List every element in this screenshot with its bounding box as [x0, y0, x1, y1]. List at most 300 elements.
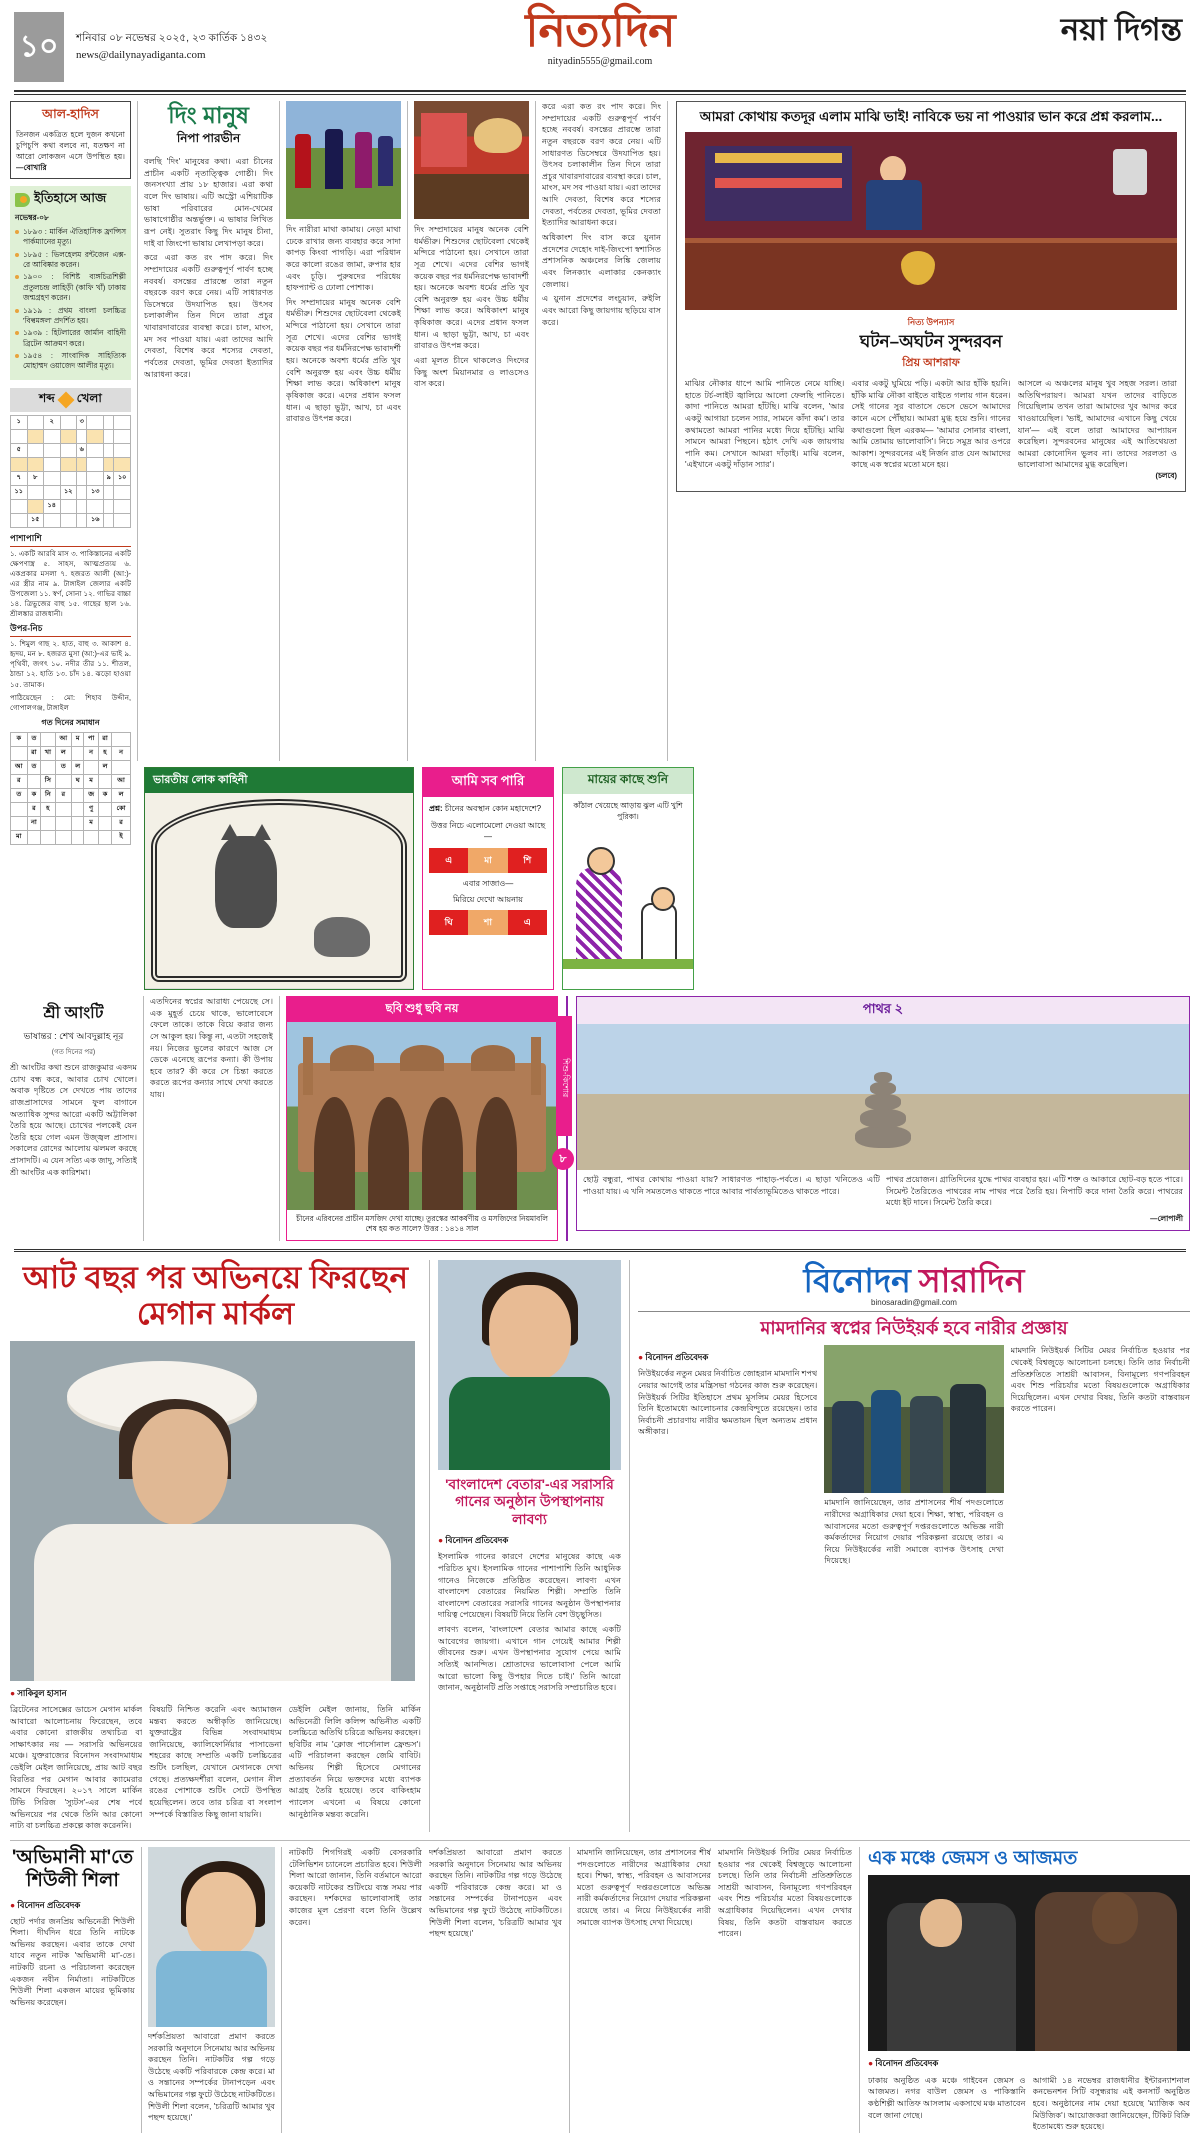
- ding-text-column-4: [536, 101, 668, 761]
- crossword-cell[interactable]: ১২: [60, 485, 77, 499]
- masthead: [10, 0, 1190, 88]
- entertainment-section: [630, 1260, 1190, 1832]
- crossword-cell[interactable]: [104, 457, 114, 471]
- crossword-cell[interactable]: ত: [27, 732, 41, 746]
- section-logo: [525, 5, 675, 67]
- crossword-cell[interactable]: [55, 816, 72, 830]
- crossword-cell[interactable]: [98, 774, 111, 788]
- section-divider: [14, 1249, 1186, 1252]
- paragraph: দর্শকপ্রিয়তা আবারো প্রমাণ করতে সরকারি অনুদানে সিনেমায় আর অভিনয় করছেন তিনি। নাটকটির গল্প গড়ে উঠেছে একটি পরিবারকে কেন্দ্র করে। মা ও সন্তানের সম্পর্কের টানাপড়েন এবং অভিমানের গল্প ফুটে উঠেছে নাটকটিতে। শিউলী শিলা বলেন, 'চরিত্রটি আমার খুব পছন্দ হয়েছে।': [429, 1847, 562, 1939]
- paragraph: এবার একটু ঘুমিয়ে পড়ি। একটা আর হাঁকি হয়নি। হাঁকি মাঝি নৌকা বাইতে বাইতে গলায় গান ধরেন। সেই গানের সুর বাতাসে ভেসে ভেসে আমাদের কানে এসে পৌঁছায়। আমরা মুগ্ধ হয়ে শুনি। গানের কথাগুলো ছিল এরকম— 'আমার সোনার বাংলা, আমি তোমায় ভালোবাসি'। নিচে সমুদ্র আর ওপরে আকাশ। সুন্দরবনের এই নির্জন রাত যেন আমাদের কাছে এক স্বপ্নের মতো মনে হয়।: [851, 378, 1011, 470]
- crossword-cell[interactable]: [72, 816, 84, 830]
- crossword-header: [10, 388, 131, 412]
- coat-shape: [34, 1524, 390, 1680]
- ding-text-2: [286, 224, 401, 428]
- crossword-cell[interactable]: [87, 443, 104, 457]
- dancer-figure: [378, 136, 393, 186]
- crossword-cell[interactable]: পা: [84, 732, 99, 746]
- sri-column-1: [10, 996, 144, 1241]
- crossword-cell[interactable]: ত: [55, 760, 72, 774]
- minaret-shape: [531, 1037, 541, 1095]
- crossword-cell[interactable]: ১০: [114, 471, 131, 485]
- calendar-icon: [15, 193, 30, 207]
- crossword-cell[interactable]: [11, 499, 28, 513]
- crossword-cell[interactable]: [114, 457, 131, 471]
- crossword-cell[interactable]: ৭: [11, 471, 28, 485]
- crossword-cell[interactable]: [72, 830, 84, 844]
- crossword-cell[interactable]: [60, 513, 77, 527]
- mother-poem: কাঁঠাল খেয়েছে আড়ায় ঝুল এটি খুশি পুরিকা।: [573, 801, 683, 822]
- quiz-question-text: চীনের অবস্থান কোন মহাদেশে?: [444, 804, 542, 813]
- face-shape: [132, 1409, 228, 1525]
- quiz-letter[interactable]: ঘি: [429, 910, 468, 935]
- crossword-cell[interactable]: নি: [41, 788, 55, 802]
- minaret-shape: [303, 1037, 313, 1095]
- paragraph: ছোট পর্দার জনপ্রিয় অভিনেত্রী শিউলী শিলা। দীর্ঘদিন ধরে তিনি নাটকে অভিনয় করছেন। এবার তাকে দেখা যাবে নতুন নাটক 'অভিমানী মা'-তে। নাটকটি রচনা ও পরিচালনা করেছেন একজন নবীন নির্মাতা। নাটকটিতে শিউলী শিলা একজন মায়ের ভূমিকায় অভিনয় করেছেন।: [10, 1916, 135, 2007]
- crossword-cell[interactable]: [60, 471, 77, 485]
- crossword-cell[interactable]: [84, 830, 99, 844]
- crossword-cell[interactable]: [87, 471, 104, 485]
- james-body: [868, 2075, 1190, 2133]
- crossword-cell[interactable]: [114, 499, 131, 513]
- crossword-cell[interactable]: [77, 429, 87, 443]
- crossword-cell[interactable]: [98, 816, 111, 830]
- mother-illustration: [563, 829, 693, 969]
- quiz-hint: উত্তর নিচে এলোমেলো দেওয়া আছে—: [430, 821, 546, 842]
- crossword-row: [11, 457, 131, 471]
- crossword-cell[interactable]: [112, 760, 131, 774]
- crossword-cell[interactable]: ১৬: [87, 513, 104, 527]
- crossword-cell[interactable]: [41, 830, 55, 844]
- mamdani-headline: মামদানির স্বপ্নের নিউইয়র্ক হবে নারীর প্রজ্ঞায়: [760, 1317, 1068, 1338]
- dance-photo: [286, 101, 401, 219]
- crossword-cell[interactable]: খা: [41, 746, 55, 760]
- paragraph: ঢাকায় অনুষ্ঠিত এক মঞ্চে গাইবেন জেমস ও আজমত। নগর বাউল জেমস ও পাকিস্তানি কণ্ঠশিল্পী আতিফ আসলাম একসাথে মঞ্চ মাতাবেন বলে জানা গেছে।: [868, 2075, 1026, 2120]
- paragraph: ডেইলি মেইল জানায়, তিনি মার্কিন অভিনেত্রী লিলি কলিন্স অভিনীত একটি চলচ্চিত্রে অতিথি চরিত্রে অভিনয় করছেন। ছবিটির নাম 'ক্লোজ পার্সোনাল ফ্রেন্ডস'। এটি পরিচালনা করছেন জেমি বাবিট। অভিনয় শিল্পী হিসেবে মেগানের প্রত্যাবর্তন নিয়ে ভক্তদের মধ্যে ব্যাপক আগ্রহ তৈরি হয়েছে। তবে বাকিংহাম প্যালেস এখনো এ বিষয়ে কোনো আনুষ্ঠানিক মন্তব্য করেনি।: [288, 1704, 421, 1819]
- man-figure: [862, 156, 926, 230]
- paragraph: এ য়ুনান প্রদেশের লংচুয়ান, রুইলি এবং আরো কিছু জায়গায় ছড়িয়ে বাস করে।: [542, 294, 661, 327]
- crossword-cell[interactable]: [114, 513, 131, 527]
- crossword-cell[interactable]: [98, 802, 111, 816]
- crossword-cell[interactable]: হ: [98, 746, 111, 760]
- crossword-cell[interactable]: [112, 732, 131, 746]
- dress-shape: [156, 1951, 268, 2027]
- folk-illustration: [145, 793, 413, 989]
- quiz-again-label: এবার সাজাও—: [462, 878, 514, 888]
- loom-figure: [421, 113, 467, 167]
- crossword-cell[interactable]: [41, 732, 55, 746]
- crossword-cell[interactable]: কো: [112, 802, 131, 816]
- paragraph: মাঝির নৌকার ধাপে আমি পানিতে নেমে যাচ্ছি। হাতে টর্চ-লাইট জ্বালিয়ে আলো ফেলছি পানিতে। কাদা পানিতে আমরা হাঁটছি। মাঝি বলেন, 'আর একটু আগায়া চলেন স্যার, সামনে কাঁদা কম'। তার কথামতো আমরা পানির মধ্যে দিয়ে হাঁটছি। মাঝি সামনে আমরা পিছনে। হঠাৎ দেখি এক জায়গায় পানি কম। সেখানে আমরা দাঁড়াই। মাঝি বলেন, 'এইখানে একটু দাঁড়ান স্যার'।: [685, 378, 845, 470]
- crossword-cell[interactable]: [104, 429, 114, 443]
- crossword-cell[interactable]: [114, 443, 131, 457]
- sri-column-2: [144, 996, 280, 1241]
- crossword-cell[interactable]: [27, 485, 44, 499]
- crossword-cell[interactable]: সি: [41, 774, 55, 788]
- crossword-cell[interactable]: [11, 513, 28, 527]
- crossword-cell[interactable]: র: [11, 774, 28, 788]
- meghan-article: [10, 1260, 430, 1832]
- crossword-row: [11, 732, 131, 746]
- crossword-cell[interactable]: ম: [84, 816, 99, 830]
- crossword-cell[interactable]: [44, 471, 61, 485]
- stone-shape: [874, 1072, 892, 1083]
- crossword-cell[interactable]: [55, 774, 72, 788]
- crossword-cell[interactable]: [27, 457, 44, 471]
- paragraph: নিউইয়র্কের নতুন মেয়র নির্বাচিত জোহরান মামদানি শপথ নেয়ার আগেই তার মন্ত্রিসভা গঠনের কাজ শুরু করেছেন। নিউইয়র্ক সিটির ইতিহাসে প্রথম মুসলিম মেয়র হিসেবে তিনি ইতোমধ্যে আলোচনার কেন্দ্রবিন্দুতে রয়েছেন। তার নির্বাচনী প্রচারণায় নারীর ক্ষমতায়ন ছিল অন্যতম প্রধান অঙ্গীকার।: [638, 1369, 818, 1437]
- arch-shape: [368, 1097, 409, 1210]
- meghan-photo: [10, 1341, 415, 1681]
- crossword-cell[interactable]: ই: [112, 830, 131, 844]
- photo-quiz-box: [286, 996, 558, 1241]
- crossword-cell[interactable]: ৩: [77, 415, 87, 429]
- crossword-cell[interactable]: ণু: [84, 802, 99, 816]
- list-item: ১৯৩৯ : হিটলারের জার্মান বাহিনী ব্রিটেন আক্রমণ করে।: [15, 328, 126, 349]
- crossword-cell[interactable]: [77, 471, 87, 485]
- novel-illustration: [685, 132, 1177, 310]
- crossword-cell[interactable]: ম: [84, 774, 99, 788]
- meghan-byline: ● সাকিবুল হাসান: [10, 1687, 421, 1701]
- today-title: ইতিহাসে আজ: [34, 191, 107, 205]
- paragraph: ইসলামিক গানের কারণে দেশের মানুষের কাছে এক পরিচিত মুখ। ইসলামিক গানের পাশাপাশি তিনি আধুনিক গানেও নিজেকে প্রতিষ্ঠিত করেছেন। লাবণ্য এখন বাংলাদেশ বেতারের নিয়মিত শিল্পী। সম্প্রতি তিনি বাংলাদেশ বেতারের সরাসরি গানের অনুষ্ঠান উপস্থাপনার দায়িত্ব পেয়েছেন। বিষয়টি নিয়ে তিনি বেশ উচ্ছ্বসিত।: [438, 1552, 621, 1620]
- entertainment-word-2: সারাদিন: [918, 1261, 1025, 1299]
- crossword-cell[interactable]: [60, 443, 77, 457]
- photo-quiz-caption: চীনের এরিবনের প্রাচীন মসজিদ দেখা যাচ্ছে। তুরস্কের আকর্ষণীয় ও মসজিদের নিয়মাবলি শেষ হয় কত সালে? উত্তর : ১৪১৪ সাল: [296, 1214, 548, 1234]
- sri-title: শ্রী আংটি: [43, 1005, 104, 1022]
- cat-figure: [215, 836, 277, 928]
- crossword-cell[interactable]: ১১: [11, 485, 28, 499]
- crossword-cell[interactable]: হ: [41, 802, 55, 816]
- paragraph: মামদানি নিউইয়র্ক সিটির মেয়র নির্বাচিত হওয়ার পর থেকেই বিশ্বজুড়ে আলোচনা চলছে। তিনি তার নির্বাচনী প্রতিশ্রুতিতে সাশ্রয়ী আবাসন, বিনামূল্যে গণপরিবহন এবং শিশু পরিচর্যার মতো বিষয়গুলোকে অগ্রাধিকার দিয়েছিলেন। এখন দেখার বিষয়, তিনি কতটা বাস্তবায়ন করতে পারেন।: [1010, 1346, 1190, 1414]
- crossword-cell[interactable]: [77, 513, 87, 527]
- crossword-cell[interactable]: [60, 457, 77, 471]
- crossword-cell[interactable]: ম: [72, 732, 84, 746]
- section-logo-text: নিত্যদিন: [525, 5, 675, 56]
- crossword-cell[interactable]: [41, 816, 55, 830]
- page-number: ১০: [14, 12, 64, 82]
- crossword-cell[interactable]: [44, 429, 61, 443]
- novel-body: [685, 378, 1177, 471]
- mosque-photo: [287, 1022, 557, 1210]
- crossword-cell[interactable]: ৫: [11, 443, 28, 457]
- crossword-cell[interactable]: [44, 513, 61, 527]
- hadis-text: [16, 129, 125, 173]
- crossword-cell[interactable]: [87, 429, 104, 443]
- ding-photo-column-1: [280, 101, 408, 761]
- paragraph: পাথর প্রয়োজন। গ্রাতিদিনের যুদ্ধে পাথর ব্যবহার হয়। এটি শক্ত ও আকারে ছোট-বড় হতে পারে। সিমেন্ট তৈরিতেও পাথরের নাম পাথর পরে তৈরি হয়। নিপাটি করে দানা তৈরি করে। পাথরের মধ্যে ইট দানে। সিমেন্ট তৈরি করে।: [886, 1175, 1183, 1208]
- paragraph: মামদানি জানিয়েছেন, তার প্রশাসনের শীর্ষ পদগুলোতে নারীদের অগ্রাধিকার দেয়া হবে। শিক্ষা, স্বাস্থ্য, পরিবহন ও আবাসনের মতো গুরুত্বপূর্ণ দপ্তরগুলোতে অভিজ্ঞ নারী কর্মকর্তাদের নিয়োগ দেয়ার পরিকল্পনা রয়েছে তার। এ নিয়ে নিউইয়র্কের নারী সমাজে ব্যাপক উৎসাহ দেখা দিয়েছে।: [577, 1847, 711, 1927]
- crossword-cell[interactable]: [27, 443, 44, 457]
- crossword-row: [11, 499, 131, 513]
- face-shape: [1092, 1892, 1138, 1944]
- crossword-cell[interactable]: রা: [98, 732, 111, 746]
- crossword-cell[interactable]: [11, 429, 28, 443]
- crossword-row: [11, 485, 131, 499]
- mamdani-byline: ● বিনোদন প্রতিবেদক: [638, 1351, 817, 1365]
- paragraph: করে এরা কত রং পাদ করে। দিং সম্প্রদায়ের একটি গুরুত্বপূর্ণ পার্বণ হচ্ছে নববর্ষ। বসন্তের প্রারম্ভে তারা নতুন বছরকে বরণ করে নেয়। এটি সাধারণত ডিসেম্বরে উদযাপিত হয়। উৎসব চলাকালীন তিন দিনে তারা প্রচুর খাবারদাবারের ব্যবস্থা করে। চাল, মাংস, মদ সব পাওয়া যায়। এরা তাদের আদি দেবতা, বিশেষ করে শস্যের দেবতা, পর্বতের দেবতা, ভূমির দেবতা ইত্যাদির আরাধনা করে।: [542, 102, 661, 228]
- paragraph: বলছি 'দিং' মানুষের কথা। এরা চীনের প্রাচীন একটি নৃতাত্ত্বিক গোষ্ঠী। দিং জনসংখ্যা প্রায় ১৮ হাজার। এরা কথা বলে দিং ভাষায়। এটি অস্ট্রো এশিয়াটিক ভাষা পরিবারের মোন-খেমের ভাষাগোষ্ঠীর অন্তর্ভুক্ত। এ ভাষার লিখিত রূপ নেই। সুতরাং কিছু দিং মানুষ চীনা, দাই বা জিংপো ভাষায় লেখাপড়া করে।: [144, 157, 273, 248]
- ding-title: দিং মানুষ: [168, 102, 249, 128]
- clue-across-label: পাশাপাশি: [10, 532, 131, 547]
- paragraph: মামদানি নিউইয়র্ক সিটির মেয়র নির্বাচিত হওয়ার পর থেকেই বিশ্বজুড়ে আলোচনা চলছে। তিনি তার নির্বাচনী প্রতিশ্রুতিতে সাশ্রয়ী আবাসন, বিনামূল্যে গণপরিবহন এবং শিশু পরিচর্যার মতো বিষয়গুলোকে অগ্রাধিকার দিয়েছিলেন। এখন দেখার বিষয়, তিনি কতটা বাস্তবায়ন করতে পারেন।: [718, 1847, 852, 1939]
- dog-figure: [314, 917, 370, 957]
- paragraph: দর্শকপ্রিয়তা আবারো প্রমাণ করতে সরকারি অনুদানে সিনেমায় আর অভিনয় করছেন তিনি। নাটকটির গল্প গড়ে উঠেছে একটি পরিবারকে কেন্দ্র করে। মা ও সন্তানের সম্পর্কের টানাপড়েন এবং অভিমানের গল্প ফুটে উঠেছে নাটকটিতে। শিউলী শিলা বলেন, 'চরিত্রটি আমার খুব পছন্দ হয়েছে।': [148, 2031, 275, 2123]
- today-in-history-box: [10, 186, 131, 380]
- crossword-cell[interactable]: [104, 499, 114, 513]
- quiz-letter-row-2[interactable]: [429, 910, 547, 935]
- paragraph: ছোট্ট বন্ধুরা, পাথর কোথায় পাওয়া যায়? সাধারণত পাহাড়-পর্বতে। এ ছাড়া খনিতেও এটি পাওয়া যায়। এ খনি সমতলেও থাকতে পারে আবার পার্বত্যভূমিতেও থাকতে পারে।: [583, 1175, 880, 1196]
- crossword-cell[interactable]: [87, 499, 104, 513]
- crossword-cell[interactable]: [44, 457, 61, 471]
- vertical-section-tab: শিশু-কিশোর: [556, 1016, 572, 1136]
- crossword-cell[interactable]: ক: [98, 788, 111, 802]
- paragraph: করে এরা কত রং পাদ করে। দিং সম্প্রদায়ের একটি গুরুত্বপূর্ণ পার্বণ হচ্ছে নববর্ষ। বসন্তের প্রারম্ভে তারা নতুন বছরকে বরণ করে নেয়। এটি সাধারণত ডিসেম্বরে উদযাপিত হয়। উৎসব চলাকালীন তিন দিনে তারা প্রচুর খাবারদাবারের ব্যবস্থা করে। চাল, মাংস, মদ সব পাওয়া যায়। এরা তাদের আদি দেবতা, বিশেষ করে শস্যের দেবতা, পর্বতের দেবতা, ভূমির দেবতা ইত্যাদির আরাধনা করে।: [144, 253, 273, 379]
- shiuli-title-column: [10, 1847, 142, 2133]
- paragraph: এরা মূলত চীনে থাকলেও দিংদের কিছু অংশ মিয়ানমার ও লাওসেও বাস করে।: [414, 356, 529, 389]
- pathor-header: [577, 997, 1189, 1024]
- crossword-row: [11, 443, 131, 457]
- shiuli-byline: ● বিনোদন প্রতিবেদক: [10, 1899, 135, 1913]
- crossword-cell[interactable]: ল: [98, 760, 111, 774]
- sri-translator: ভাষান্তর : শেখ আবদুল্লাহ নূর: [23, 1031, 124, 1041]
- james-article: [860, 1847, 1190, 2133]
- crossword-cell[interactable]: [27, 499, 44, 513]
- crossword-cell[interactable]: ল: [55, 746, 72, 760]
- crossword-grid[interactable]: [10, 415, 131, 528]
- person-figure: [871, 1390, 901, 1494]
- crossword-cell[interactable]: [104, 513, 114, 527]
- photo-quiz-header: ছবি শুধু ছবি নয়: [287, 997, 557, 1022]
- last-band: [10, 1840, 1190, 2133]
- hadis-box: [10, 101, 131, 179]
- crossword-cell[interactable]: [77, 457, 87, 471]
- betar-headline: 'বাংলাদেশ বেতার'-এর সরাসরি গানের অনুষ্ঠান উপস্থাপনায় লাবণ্য: [445, 1475, 614, 1527]
- crossword-cell[interactable]: ১৫: [27, 513, 44, 527]
- crossword-cell[interactable]: [72, 746, 84, 760]
- crossword-cell[interactable]: [72, 802, 84, 816]
- crossword-cell[interactable]: ৮: [27, 471, 44, 485]
- paragraph: অধিকাংশ দিং বাস করে য়ুনান প্রদেশের দেহোং দাই-জিংপো স্বশাসিত প্রশাসনিক অঞ্চলের লিঙ্কি জেলায় এবং লিনক্যাং এলাকার কেনক্যাং জেলায়।: [542, 233, 661, 289]
- entertainment-email: binosaradin@gmail.com: [871, 1297, 957, 1307]
- crossword-row: [11, 788, 131, 802]
- crossword-row: [11, 802, 131, 816]
- ornate-frame: [151, 799, 407, 982]
- crossword-title-left: শব্দ: [39, 390, 55, 405]
- crossword-cell[interactable]: ল: [112, 788, 131, 802]
- hadis-title: আল-হাদিস: [42, 107, 99, 121]
- crossword-row: [11, 816, 131, 830]
- crossword-cell[interactable]: [114, 429, 131, 443]
- weaving-photo: [414, 101, 529, 219]
- paragraph: নাটকটি শিগগিরই একটি বেসরকারি টেলিভিশন চ্যানেলে প্রচারিত হবে। শিউলী শিলা আরো জানান, তিনি বর্তমানে আরো কয়েকটি নাটকের শুটিংয়ে ব্যস্ত সময় পার করছেন। দর্শকদের ভালোবাসাই তার কাজের মূল প্রেরণা বলে তিনি উল্লেখ করেন।: [289, 1847, 422, 1927]
- person-figure: [910, 1396, 942, 1494]
- clue-across-text: ১. একটি আরবি মাস ৩. পাকিস্তানের একটি ক্ষেপণাস্ত্র ৫. সাহস, আত্মপ্রত্যয় ৬. একপ্রকার মসলা ৭. হজরত আলী (আ:)-এর স্ত্রীর নাম ৯. টাঙ্গাইল জেলার একটি উপজেলা ১১. স্বর্ণ, সোনা ১২. গাভির বাচ্চা ১৪. ত্রিভুজের বাহু ১৫. গাছের ছাল ১৬. শ্রীলঙ্কার রাজধানী।: [10, 548, 131, 619]
- person-figure: [950, 1384, 986, 1494]
- crossword-cell[interactable]: ক: [11, 732, 28, 746]
- crossword-cell[interactable]: [60, 415, 77, 429]
- betar-byline: ● বিনোদন প্রতিবেদক: [438, 1534, 621, 1548]
- crossword-cell[interactable]: আ: [11, 760, 28, 774]
- books-row: [715, 178, 843, 188]
- folk-tale-header: ভারতীয় লোক কাহিনী: [145, 768, 413, 793]
- paragraph: আসলে এ অঞ্চলের মানুষ খুব সহজ সরল। তারা অতিথিপরায়ণ। আমরা যখন তাদের বাড়িতে গিয়েছিলাম তখন তারা আমাদের খুব আদর করে খাওয়ায়েছিল। 'ভাই, আমাদের এখানে কিছু খেয়ে যান'— এই বলে তারা আমাদের আপ্যায়ন করেছিল। সুন্দরবনের মানুষের এই আতিথেয়তা আমরা কোনোদিন ভুলব না। তাদের সরলতা ও ভালোবাসা আমাদের মুগ্ধ করেছিল।: [1017, 378, 1177, 470]
- quiz-letter[interactable]: শি: [508, 848, 547, 873]
- crossword-cell[interactable]: ন: [112, 746, 131, 760]
- face-shape: [186, 1872, 256, 1956]
- mamdani-extra-body: [577, 1847, 852, 1940]
- ding-text-4: [542, 101, 661, 331]
- ding-text-3: [414, 224, 529, 393]
- crossword-cell[interactable]: [27, 415, 44, 429]
- quiz-header: আমি সব পারি: [423, 768, 553, 797]
- crossword-cell[interactable]: [11, 457, 28, 471]
- quiz-letter[interactable]: এ: [508, 910, 547, 935]
- ding-text-1: [144, 156, 273, 383]
- meghan-headline: আট বছর পর অভিনয়ে ফিরছেন মেগান মার্কল: [22, 1259, 409, 1332]
- section-logo-email: nityadin5555@gmail.com: [547, 56, 653, 67]
- crossword-cell[interactable]: [27, 774, 41, 788]
- crossword-cell[interactable]: মা: [11, 830, 28, 844]
- left-column: [10, 101, 138, 840]
- stone-stack-photo: [577, 1024, 1189, 1170]
- crossword-cell[interactable]: ত: [27, 760, 41, 774]
- crossword-cell[interactable]: ৯: [104, 471, 114, 485]
- crossword-cell[interactable]: [60, 429, 77, 443]
- crossword-cell[interactable]: [11, 802, 28, 816]
- girl-figure: [576, 867, 622, 963]
- crossword-cell[interactable]: ঘ: [72, 774, 84, 788]
- crossword-cell[interactable]: ১৪: [44, 499, 61, 513]
- child-figure: [641, 903, 677, 963]
- crossword-cell[interactable]: [77, 485, 87, 499]
- crossword-cell[interactable]: না: [27, 816, 41, 830]
- crossword-cell[interactable]: ৬: [77, 443, 87, 457]
- quiz-letter-row-1[interactable]: [429, 848, 547, 873]
- mid-row: [10, 767, 1190, 990]
- paragraph: এতদিনের স্বপ্নের আরাধ্য পেয়েছে সে। এক মুহূর্ত চেয়ে থাকে, ভালোবেসে ফেলে তাকে। তাকে বিয়ে করার জন্য সে আকুল হয়। কিন্তু না, এতটা সহজেই নয়। নিজের ভুলের কারণে আজ সে ডেকে এনেছে রূপের কন্যা। কী উপায় হবে তার? কী করে সে চিন্তা করতে করতে রূপের কন্যার সাথে দেখা করতে যায়।: [150, 997, 273, 1100]
- crossword-row: [11, 746, 131, 760]
- crossword-cell[interactable]: [11, 816, 28, 830]
- crossword-cell[interactable]: [87, 457, 104, 471]
- crossword-cell[interactable]: [114, 415, 131, 429]
- crossword-cell[interactable]: ক: [27, 788, 41, 802]
- novel-box: [676, 101, 1186, 492]
- entertainment-rule: [638, 1311, 1190, 1312]
- crossword-cell[interactable]: [44, 485, 61, 499]
- mother-box: [562, 767, 694, 990]
- crossword-row: [11, 774, 131, 788]
- quiz-letter[interactable]: মা: [468, 848, 507, 873]
- crossword-cell[interactable]: ল: [72, 760, 84, 774]
- crossword-cell[interactable]: [104, 485, 114, 499]
- crossword-cell[interactable]: জ: [84, 788, 99, 802]
- shiuli-headline: 'অভিমানী মা'তে শিউলী শিলা: [11, 1846, 134, 1891]
- crossword-cell[interactable]: [114, 485, 131, 499]
- crossword-row: [11, 513, 131, 527]
- crossword-cell[interactable]: ১: [11, 415, 28, 429]
- crossword-cell[interactable]: [41, 760, 55, 774]
- hadis-body: তিনজন একত্রিত হলে দুজন কখনো চুপিচুপি কথা বলবে না, যতক্ষণ না আরো লোকজন এসে উপস্থিত হয়।: [16, 130, 125, 161]
- prev-solution-caption: গত দিনের সমাধান: [41, 717, 100, 727]
- crossword-cell[interactable]: [104, 443, 114, 457]
- quiz-question-label: প্রশ্ন:: [429, 804, 443, 813]
- list-item: ১৯১৯ : প্রথম বাংলা চলচ্চিত্র 'বিল্বমঙ্গল' প্রদর্শিত হয়।: [15, 306, 126, 327]
- paragraph: বিষয়টি নিশ্চিত করেনি এবং অ্যামাজন মন্তব্য করতে অস্বীকৃতি জানিয়েছে। যুক্তরাষ্ট্রের বিভিন্ন সংবাদমাধ্যম জানিয়েছে, ক্যালিফোর্নিয়ার পাসাডেনা শহরের কাছে সম্প্রতি একটি চলচ্চিত্রের শুটিং চলছিল, যেখানে মেগানকে দেখা গেছে। প্রত্যক্ষদর্শীরা বলেন, মেগান নীল রঙের পোশাকে শুটিং সেটে উপস্থিত হয়েছিলেন। তবে তার চরিত্র বা সংলাপ সম্পর্কে বিস্তারিত কিছু জানা যায়নি।: [149, 1704, 282, 1819]
- crossword-row: [11, 429, 131, 443]
- crossword-cell[interactable]: [84, 760, 99, 774]
- crossword-cell[interactable]: [11, 746, 28, 760]
- paragraph: দিং সম্প্রদায়ের মানুষ অনেক বেশি ধর্মভীরু। শিশুদের ছোটবেলা থেকেই মন্দিরে পাঠানো হয়। সেখানে তারা সূত্র শেখে। এদের বেশির ভাগই কয়েক বছর পর ধর্মনিরপেক্ষ ভাবাদর্শী হয়। অনেকে অবশ্য ধর্মের প্রতি খুব বেশি অনুরক্ত হয় এবং উচ্চ ধর্মীয় শিক্ষা লাভ করে। অধিকাংশ মানুষ কৃষিকাজ করে। এদের প্রধান ফসল ধান। এ ছাড়া ভুট্টা, আখ, চা এবং রাবারও উৎপন্ন করে।: [286, 297, 401, 424]
- sri-prev-note: (গত দিনের পর): [51, 1049, 96, 1056]
- today-header: [15, 190, 126, 210]
- grass-shape: [563, 959, 693, 969]
- crossword-cell[interactable]: আ: [55, 732, 72, 746]
- page-badge: ৮: [552, 1148, 574, 1170]
- crossword-cell[interactable]: ১৩: [87, 485, 104, 499]
- crossword-cell[interactable]: [55, 830, 72, 844]
- stone-shape: [860, 1109, 906, 1128]
- crossword-cell[interactable]: ন: [84, 746, 99, 760]
- crossword-row: [11, 760, 131, 774]
- pathor-signature: —লোপালী: [1150, 1213, 1183, 1223]
- quiz-mirror-label: মিরিয়ে দেখো আয়নায়: [453, 894, 523, 904]
- body-shape: [866, 180, 922, 230]
- mother-header: মায়ের কাছে শুনি: [563, 768, 693, 794]
- james-photo: [868, 1875, 1190, 2051]
- crossword-title-right: খেলা: [76, 390, 102, 405]
- quiz-letter[interactable]: এ: [429, 848, 468, 873]
- bottom-section: [10, 1260, 1190, 1832]
- crossword-cell[interactable]: [72, 788, 84, 802]
- crossword-cell[interactable]: আ: [112, 774, 131, 788]
- list-item: ১৮৯৩ : মার্কিন ঐতিহাসিক ফ্রান্সিস পার্কম্যানের মৃত্যু।: [15, 227, 126, 248]
- quiz-question: [423, 797, 553, 816]
- list-item: ১৯৫৪ : সাংবাদিক সাহিত্যিক মোহাম্মদ ওয়াজেদ আলীর মৃত্যু।: [15, 351, 126, 372]
- dome-shape: [400, 1045, 444, 1071]
- crossword-cell[interactable]: [60, 499, 77, 513]
- meghan-body: [10, 1704, 421, 1832]
- crossword-cell[interactable]: র: [112, 816, 131, 830]
- crossword-cell[interactable]: [104, 415, 114, 429]
- quiz-letter[interactable]: শা: [468, 910, 507, 935]
- crossword-cell[interactable]: [27, 830, 41, 844]
- crossword-cell[interactable]: র: [55, 788, 72, 802]
- novel-kind: নিত্য উপন্যাস: [907, 316, 955, 327]
- crossword-cell[interactable]: [77, 499, 87, 513]
- stone-shape: [855, 1126, 911, 1148]
- dome-shape: [330, 1045, 374, 1071]
- james-headline: এক মঞ্চে জেমস ও আজমত: [868, 1847, 1078, 1869]
- crossword-cell[interactable]: [44, 443, 61, 457]
- crossword-cell[interactable]: [55, 802, 72, 816]
- crossword-submitter: পাঠিয়েছেন : মো: শিহাব উদ্দীন, গোপালগঞ্জ, টাঙ্গাইল: [10, 692, 131, 712]
- contact-email: news@dailynayadiganta.com: [76, 48, 206, 61]
- crossword-cell[interactable]: [87, 415, 104, 429]
- crossword-cell[interactable]: [98, 830, 111, 844]
- crossword-cell[interactable]: ত: [11, 788, 28, 802]
- ding-photo-column-2: [408, 101, 536, 761]
- crossword-cell[interactable]: [27, 429, 44, 443]
- pathor-title: পাথর: [862, 1001, 892, 1016]
- crossword-cell[interactable]: র: [27, 802, 41, 816]
- crossword-cell[interactable]: ২: [44, 415, 61, 429]
- weaver-figure: [474, 118, 522, 153]
- novel-continue: (চলবে): [1155, 471, 1177, 481]
- dancer-figure: [355, 132, 372, 188]
- crossword-cell[interactable]: রা: [27, 746, 41, 760]
- masthead-rule-thin: [14, 94, 1186, 95]
- today-date: নভেম্বর-০৮: [15, 213, 49, 222]
